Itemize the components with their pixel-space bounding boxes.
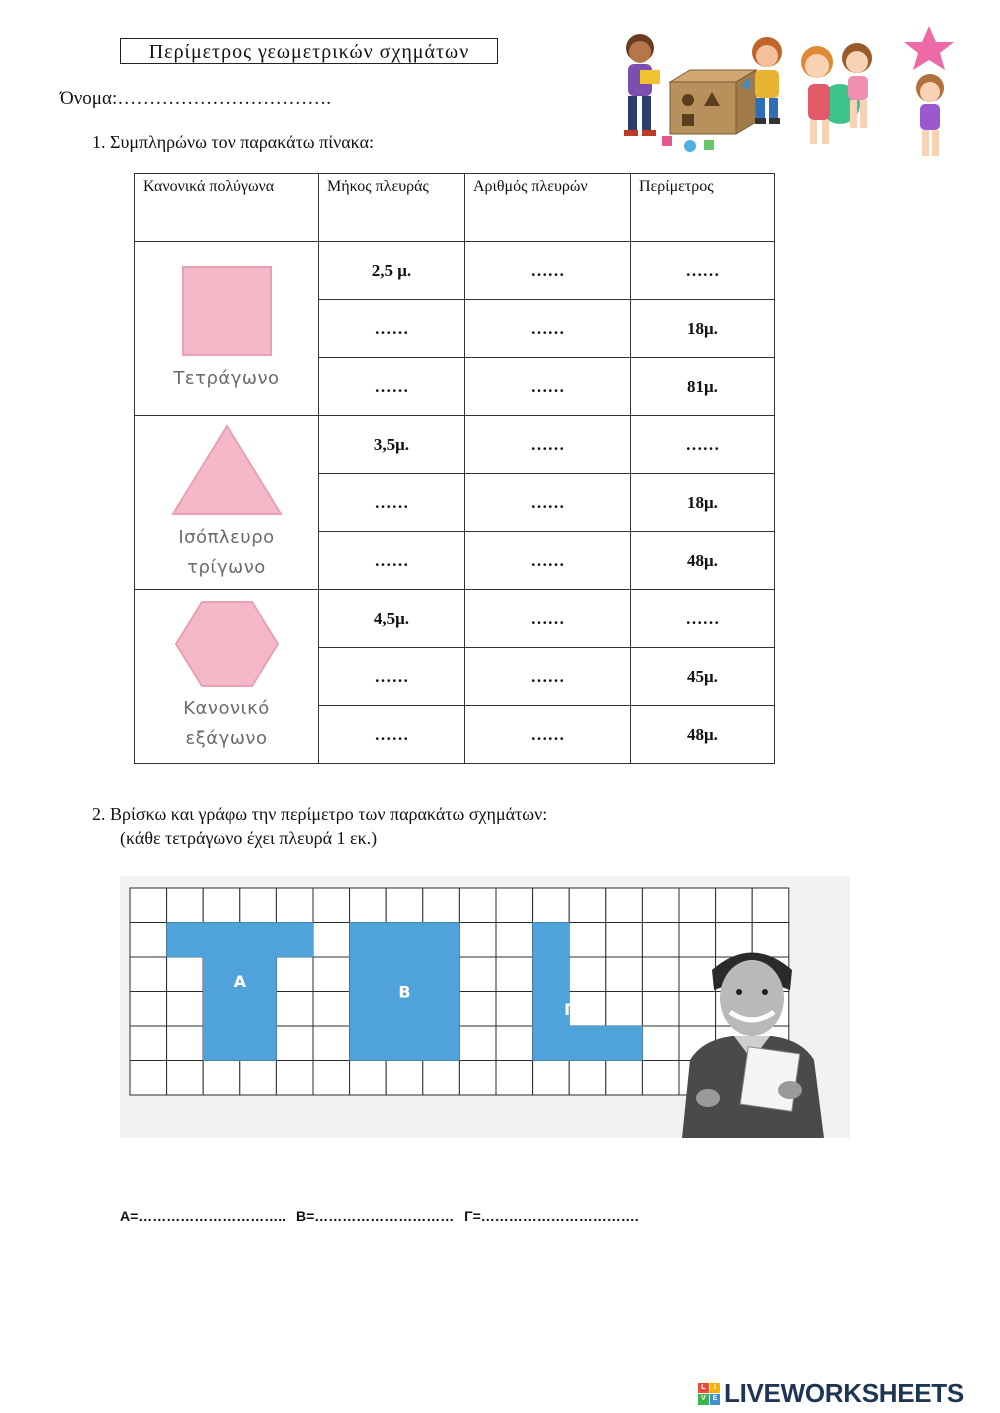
- grid-cell: [496, 923, 533, 958]
- shape-1-cell: [350, 992, 387, 1027]
- grid-cell: [167, 992, 204, 1027]
- answer-b-field[interactable]: Β=…………………………: [295, 1208, 455, 1224]
- triangle-cell: [135, 416, 319, 590]
- grid-cell: [130, 992, 167, 1027]
- grid-cell: [496, 888, 533, 923]
- logo-text: LIVEWORKSHEETS: [724, 1378, 964, 1408]
- table-row: [135, 242, 775, 300]
- shape-0-cell: [203, 923, 240, 958]
- header-perimeter: Περίμετρος: [631, 174, 775, 242]
- grid-cell: [167, 1026, 204, 1061]
- sides-count-cell[interactable]: ……: [465, 532, 631, 590]
- kid-two-figure: [752, 37, 782, 124]
- triangle-shape-icon: [167, 422, 287, 518]
- perimeter-cell[interactable]: ……: [631, 416, 775, 474]
- grid-cell: [533, 888, 570, 923]
- grid-cell: [240, 888, 277, 923]
- shape-1-cell: [350, 923, 387, 958]
- shape-label-hexagon-line2: εξάγωνο: [185, 728, 268, 749]
- shape-1-cell: [423, 1026, 460, 1061]
- square-cell: [135, 242, 319, 416]
- grid-cell: [276, 888, 313, 923]
- perimeter-cell[interactable]: ……: [631, 590, 775, 648]
- shape-1-cell: [350, 1026, 387, 1061]
- grid-cell: [276, 992, 313, 1027]
- grid-cell: [459, 992, 496, 1027]
- kid-five-figure: [904, 26, 954, 156]
- hexagon-shape-icon: [172, 599, 282, 689]
- grid-cell: [459, 1061, 496, 1096]
- grid-cell: [313, 992, 350, 1027]
- question-2-line1: 2. Βρίσκω και γράφω την περίμετρο των παρακάτω σχημάτων:: [92, 804, 548, 824]
- grid-cell: [459, 1026, 496, 1061]
- kids-illustration: [612, 26, 972, 166]
- grid-cell: [313, 1026, 350, 1061]
- grid-cell: [203, 888, 240, 923]
- hexagon-cell: [135, 590, 319, 764]
- perimeter-cell[interactable]: 18μ.: [631, 300, 775, 358]
- grid-cell: [276, 957, 313, 992]
- grid-cell: [496, 957, 533, 992]
- answer-c-field[interactable]: Γ=…………………………….: [464, 1208, 639, 1224]
- liveworksheets-logo: [698, 1378, 964, 1409]
- side-length-cell[interactable]: 4,5μ.: [319, 590, 465, 648]
- grid-cell: [716, 888, 753, 923]
- grid-cell: [167, 1061, 204, 1096]
- shape-1-cell: [350, 957, 387, 992]
- side-length-cell[interactable]: ……: [319, 706, 465, 764]
- grid-cell: [459, 923, 496, 958]
- square-shape-icon: [177, 263, 277, 359]
- perimeter-cell[interactable]: 48μ.: [631, 532, 775, 590]
- kid-one-figure: [624, 34, 660, 136]
- worksheet-title: Περίμετρος γεωμετρικών σχημάτων: [120, 38, 498, 64]
- shape-1-cell: [386, 923, 423, 958]
- shape-1-cell: [386, 1026, 423, 1061]
- shape-sorter-box: [662, 70, 756, 152]
- grid-cell: [533, 1061, 570, 1096]
- grid-cell: [167, 957, 204, 992]
- grid-cell: [459, 957, 496, 992]
- grid-cell: [569, 923, 606, 958]
- grid-cell: [679, 888, 716, 923]
- grid-cell: [313, 923, 350, 958]
- grid-cell: [350, 888, 387, 923]
- grid-cell: [606, 992, 643, 1027]
- table-row: [135, 416, 775, 474]
- grid-cell: [130, 888, 167, 923]
- grid-cell: [313, 1061, 350, 1096]
- grid-cell: [496, 1026, 533, 1061]
- sides-count-cell[interactable]: ……: [465, 358, 631, 416]
- side-length-cell[interactable]: ……: [319, 474, 465, 532]
- perimeter-cell[interactable]: 45μ.: [631, 648, 775, 706]
- shape-0-cell: [240, 923, 277, 958]
- grid-cell: [386, 888, 423, 923]
- grid-cell: [350, 1061, 387, 1096]
- shape-1-cell: [423, 957, 460, 992]
- header-regular-polygons: Κανονικά πολύγωνα: [135, 174, 319, 242]
- shape-letter-label: Α: [233, 972, 246, 992]
- grid-cell: [276, 1026, 313, 1061]
- grid-cell: [569, 957, 606, 992]
- side-length-cell[interactable]: 3,5μ.: [319, 416, 465, 474]
- shape-label-hexagon-line1: Κανονικό: [183, 698, 270, 719]
- side-length-cell[interactable]: 2,5 μ.: [319, 242, 465, 300]
- side-length-cell[interactable]: ……: [319, 300, 465, 358]
- shape-label-square: Τετράγωνο: [173, 368, 280, 389]
- shape-label-triangle-line1: Ισόπλευρο: [178, 527, 275, 548]
- sides-count-cell[interactable]: ……: [465, 590, 631, 648]
- answers-line: [120, 1208, 645, 1224]
- grid-cell: [423, 1061, 460, 1096]
- sides-count-cell[interactable]: ……: [465, 648, 631, 706]
- grid-cell: [313, 888, 350, 923]
- shape-0-cell: [203, 1026, 240, 1061]
- grid-cell: [130, 957, 167, 992]
- sides-count-cell[interactable]: ……: [465, 416, 631, 474]
- grid-cell: [167, 888, 204, 923]
- grid-cell: [606, 957, 643, 992]
- question-2-line2: (κάθε τετράγωνο έχει πλευρά 1 εκ.): [120, 828, 378, 848]
- grid-cell: [130, 1026, 167, 1061]
- shape-0-cell: [203, 992, 240, 1027]
- grid-cell: [569, 888, 606, 923]
- shape-0-cell: [276, 923, 313, 958]
- grid-cell: [130, 1061, 167, 1096]
- answer-a-field[interactable]: Α=…………………………..: [120, 1208, 287, 1224]
- header-number-of-sides: Αριθμός πλευρών: [465, 174, 631, 242]
- logo-badge-icon: L I V E: [698, 1383, 720, 1405]
- perimeter-cell[interactable]: 81μ.: [631, 358, 775, 416]
- shape-0-cell: [240, 992, 277, 1027]
- grid-cell: [276, 1061, 313, 1096]
- grid-cell: [569, 1061, 606, 1096]
- grid-cell: [569, 992, 606, 1027]
- side-length-cell[interactable]: ……: [319, 358, 465, 416]
- perimeter-cell[interactable]: ……: [631, 242, 775, 300]
- header-side-length: Μήκος πλευράς: [319, 174, 465, 242]
- shape-0-cell: [240, 1026, 277, 1061]
- grid-cell: [606, 1061, 643, 1096]
- side-length-cell[interactable]: ……: [319, 648, 465, 706]
- shape-0-cell: [167, 923, 204, 958]
- shape-2-cell: [533, 1026, 570, 1061]
- shape-2-cell: [533, 923, 570, 958]
- grid-cell: [130, 923, 167, 958]
- shape-label-triangle-line2: τρίγωνο: [187, 557, 266, 578]
- sides-count-cell[interactable]: ……: [465, 300, 631, 358]
- sides-count-cell[interactable]: ……: [465, 474, 631, 532]
- table-row: [135, 590, 775, 648]
- sides-count-cell[interactable]: ……: [465, 242, 631, 300]
- perimeter-cell[interactable]: 48μ.: [631, 706, 775, 764]
- shape-2-cell: [606, 1026, 643, 1061]
- perimeter-cell[interactable]: 18μ.: [631, 474, 775, 532]
- grid-cell: [752, 888, 789, 923]
- grid-cell: [240, 1061, 277, 1096]
- shape-2-cell: [569, 1026, 606, 1061]
- side-length-cell[interactable]: ……: [319, 532, 465, 590]
- boy-illustration: [672, 940, 832, 1143]
- shape-1-cell: [423, 923, 460, 958]
- grid-cell: [496, 992, 533, 1027]
- name-field[interactable]: Όνομα:…………………………….: [60, 88, 331, 109]
- question-1: 1. Συμπληρώνω τον παρακάτω πίνακα:: [92, 132, 374, 152]
- grid-cell: [386, 1061, 423, 1096]
- polygons-table: [134, 173, 775, 764]
- grid-cell: [203, 1061, 240, 1096]
- grid-cell: [642, 888, 679, 923]
- shape-1-cell: [423, 992, 460, 1027]
- sides-count-cell[interactable]: ……: [465, 706, 631, 764]
- grid-cell: [423, 888, 460, 923]
- shape-letter-label: Γ: [564, 999, 575, 1019]
- question-2: [92, 802, 547, 850]
- grid-cell: [459, 888, 496, 923]
- grid-cell: [606, 923, 643, 958]
- shape-letter-label: Β: [398, 982, 411, 1002]
- grid-cell: [606, 888, 643, 923]
- shape-2-cell: [533, 957, 570, 992]
- grid-cell: [313, 957, 350, 992]
- grid-cell: [496, 1061, 533, 1096]
